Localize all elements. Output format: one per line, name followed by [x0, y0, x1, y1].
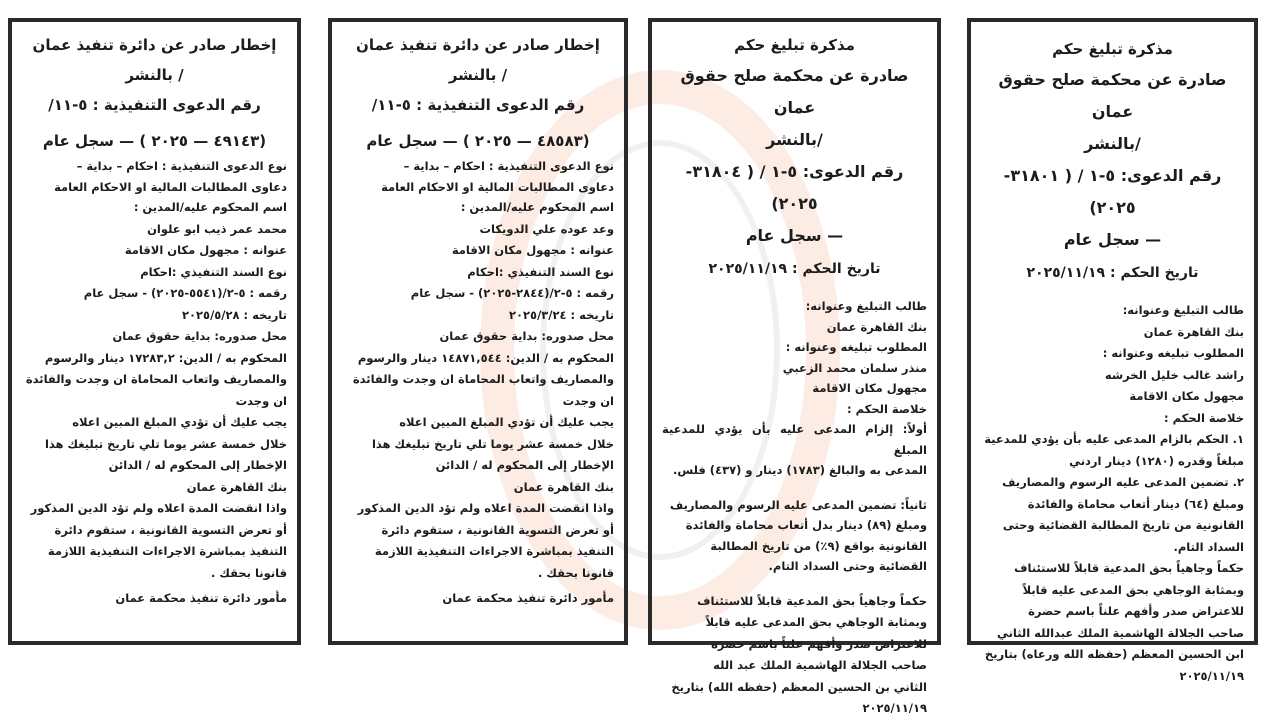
case-number: (٤٩١٤٣ — ٢٠٢٥ ) — سجل عام: [42, 132, 267, 150]
register: — سجل عام: [745, 226, 844, 245]
memo-line: ٢. تضمين المدعى عليه الرسوم والمصاريف: [1002, 475, 1244, 489]
notice-line: عنوانه : مجهول مكان الاقامة: [124, 243, 287, 257]
memo-line: القانونية من تاريخ المطالبة القضائية وحتى: [1002, 518, 1244, 532]
memo-line: وبمثابة الوجاهي بحق المدعى عليه قابلاً: [1022, 582, 1244, 597]
notice-line: عنوانه : مجهول مكان الاقامة: [451, 243, 614, 257]
notice-line: تاريخه : ٢٠٢٥/٣/٢٤: [509, 307, 614, 322]
notice-line: دعاوى المطالبات المالية او الاحكام العامة: [54, 179, 287, 194]
notice-line: دعاوى المطالبات المالية او الاحكام العامة: [381, 179, 614, 194]
memo-line: ابن الحسين المعظم (حفظه الله ورعاه) بتاريخ: [984, 647, 1244, 661]
notice-line: محل صدوره: بداية حقوق عمان: [439, 329, 614, 343]
notice-line: نوع الدعوى التنفيذية : احكام – بداية –: [76, 159, 287, 173]
memo-line: المدعى به والبالغ (١٧٨٣) دينار و (٤٣٧) فلس.: [672, 463, 927, 477]
memo-line: مجهول مكان الاقامة: [1129, 389, 1244, 403]
defendant-name: منذر سلمان محمد الزعبي: [782, 360, 927, 375]
memo-line: للاعتراض صدر وأفهم علناً باسم حضرة: [711, 636, 927, 651]
memo-date: ٢٠٢٥/١١/١٩: [1179, 668, 1244, 683]
judgment-date: تاريخ الحكم : ٢٠٢٥/١١/١٩: [1026, 265, 1199, 281]
case-label: رقم الدعوى التنفيذية : ٥-١١/: [371, 96, 585, 114]
notice-line: الإخطار إلى المحكوم له / الدائن: [435, 458, 614, 472]
judgment-memo-1: [648, 18, 941, 715]
notice-line: التنفيذ بمباشرة الاجراءات التنفيذية اللازمة: [47, 544, 287, 558]
memo-line: مجهول مكان الاقامة: [812, 381, 927, 395]
notice-line: تاريخه : ٢٠٢٥/٥/٢٨: [182, 307, 287, 322]
memo-line: للاعتراض صدر وأفهم علناً باسم حضرة: [1028, 604, 1244, 618]
memo-line: القانونية بواقع (٩٪) من تاريخ المطالبة: [710, 538, 927, 553]
notice-line: ان وجدت: [235, 393, 287, 408]
memo-line: خلاصة الحكم :: [1164, 410, 1244, 425]
notice-title: إخطار صادر عن دائرة تنفيذ عمان: [32, 36, 277, 54]
creditor-name: بنك القاهرة عمان: [1143, 324, 1244, 339]
notice-publish: / بالنشر: [125, 66, 184, 84]
notice-line: قانونا بحقك .: [538, 565, 614, 580]
memo-line: السداد التام.: [1173, 539, 1244, 554]
memo-publish: /بالنشر: [766, 130, 823, 149]
notice-line: رقمه : ٥-٢/(٢٨٤٤-٢٠٢٥) - سجل عام: [410, 286, 614, 300]
memo-line: أولاً: إلزام المدعى عليه بأن يؤدي للمدعية المبلغ: [662, 422, 927, 457]
notice-line: قانونا بحقك .: [211, 565, 287, 580]
defendant-name: راشد غالب خليل الخرشه: [1104, 367, 1244, 382]
memo-line: وبمثابة الوجاهي بحق المدعى عليه قابلاً: [705, 615, 927, 629]
memo-line: طالب التبليغ وعنوانه:: [1122, 303, 1244, 317]
notice-line: محل صدوره: بداية حقوق عمان: [112, 329, 287, 343]
memo-line: مبلغاً وقدره (١٢٨٠) دينار اردني: [1069, 453, 1244, 468]
notice-line: خلال خمسة عشر يوما تلي تاريخ تبليغك هذا: [371, 436, 614, 451]
notice-line: والمصاريف واتعاب المحاماة ان وجدت والفائدة: [352, 372, 614, 386]
notice-line: أو تعرض التسوية القانونية ، ستقوم دائرة: [381, 522, 614, 537]
memo-court: صادرة عن محكمة صلح حقوق عمان: [998, 70, 1227, 121]
creditor-name: بنك القاهرة عمان: [513, 479, 614, 494]
memo-publish: /بالنشر: [1084, 134, 1141, 153]
register: — سجل عام: [1063, 230, 1162, 249]
notice-line: التنفيذ بمباشرة الاجراءات التنفيذية اللازمة: [374, 544, 614, 558]
creditor-name: بنك القاهرة عمان: [186, 479, 287, 494]
notice-line: اسم المحكوم عليه/المدين :: [460, 200, 614, 214]
memo-title: مذكرة تبليغ حكم: [1052, 40, 1173, 58]
execution-notice-1: [8, 18, 301, 645]
notice-line: المحكوم به / الدين: ١٤٨٧١,٥٤٤ دينار والرسوم: [357, 350, 614, 365]
notice-line: واذا انقضت المدة اعلاه ولم تؤد الدين المذكور: [357, 501, 614, 515]
notice-line: ان وجدت: [562, 393, 614, 408]
judgment-date: تاريخ الحكم : ٢٠٢٥/١١/١٩: [708, 261, 881, 277]
memo-line: حكماً وجاهياً بحق المدعية قابلاً للاستئناف: [697, 593, 927, 608]
notice-title: إخطار صادر عن دائرة تنفيذ عمان: [356, 36, 600, 54]
case-number: رقم الدعوى: ٥-١ / ( ٣١٨٠٤- ٢٠٢٥): [685, 162, 904, 213]
notice-line: رقمه : ٥-٢/(٥٥٤١-٢٠٢٥) - سجل عام: [83, 286, 287, 300]
memo-line: ومبلغ (٨٩) دينار بدل أتعاب محاماة والفائدة: [685, 518, 927, 532]
memo-line: القضائية وحتى السداد التام.: [768, 559, 927, 573]
memo-line: طالب التبليغ وعنوانه:: [805, 299, 927, 313]
memo-date: ٢٠٢٥/١١/١٩: [862, 701, 927, 715]
notice-line: أو تعرض التسوية القانونية ، ستقوم دائرة: [54, 522, 287, 537]
notice-publish: / بالنشر: [448, 66, 508, 84]
judgment-memo-2: [967, 18, 1258, 683]
memo-line: ثانياً: تضمين المدعى عليه الرسوم والمصاريف: [669, 497, 927, 512]
memo-line: ومبلغ (٦٤) دينار أتعاب محاماة والفائدة: [1027, 496, 1244, 511]
memo-line: صاحب الجلالة الهاشمية الملك عبدالله الثاني: [996, 625, 1244, 640]
memo-line: المطلوب تبليغه وعنوانه :: [785, 340, 927, 354]
notice-line: والمصاريف واتعاب المحاماة ان وجدت والفائدة: [25, 372, 287, 386]
notice-line: المحكوم به / الدين: ١٧٢٨٣,٢ دينار والرسوم: [44, 350, 287, 365]
notice-line: نوع السند التنفيذي :احكام: [467, 264, 614, 279]
debtor-name: وعد عوده علي الدويكات: [479, 221, 614, 236]
creditor-name: بنك القاهرة عمان: [826, 319, 927, 334]
memo-line: حكماً وجاهياً بحق المدعية قابلاً للاستئناف: [1014, 561, 1244, 575]
memo-title: مذكرة تبليغ حكم: [734, 36, 855, 54]
notice-line: واذا انقضت المدة اعلاه ولم تؤد الدين المذكور: [30, 501, 287, 515]
notice-line: الإخطار إلى المحكوم له / الدائن: [108, 458, 287, 472]
notice-line: نوع السند التنفيذي :احكام: [140, 264, 287, 279]
notice-signature: مأمور دائرة تنفيذ محكمة عمان: [115, 591, 287, 605]
notice-line: نوع الدعوى التنفيذية : احكام – بداية –: [403, 159, 614, 173]
memo-line: الثاني بن الحسين المعظم (حفظه الله) بتاريخ: [671, 679, 927, 694]
case-number: رقم الدعوى: ٥-١ / ( ٣١٨٠١- ٢٠٢٥): [1003, 166, 1222, 217]
case-label: رقم الدعوى التنفيذية : ٥-١١/: [48, 96, 261, 114]
notice-signature: مأمور دائرة تنفيذ محكمة عمان: [442, 591, 614, 605]
debtor-name: محمد عمر ذيب ابو علوان: [147, 221, 287, 236]
notice-line: اسم المحكوم عليه/المدين :: [133, 200, 287, 214]
memo-line: المطلوب تبليغه وعنوانه :: [1102, 346, 1244, 360]
memo-line: خلاصة الحكم :: [847, 401, 927, 416]
execution-notice-2: [328, 18, 628, 645]
memo-line: ١. الحكم بالزام المدعى عليه بأن يؤدي للمدعية: [984, 432, 1244, 446]
case-number: (٤٨٥٨٣ — ٢٠٢٥ ) — سجل عام: [366, 132, 590, 150]
notice-line: يجب عليك أن تؤدي المبلغ المبين اعلاه: [72, 415, 287, 429]
notice-line: خلال خمسة عشر يوما تلي تاريخ تبليغك هذا: [44, 436, 287, 451]
memo-line: صاحب الجلالة الهاشمية الملك عبد الله: [713, 658, 927, 672]
memo-court: صادرة عن محكمة صلح حقوق عمان: [680, 66, 909, 117]
notice-line: يجب عليك أن تؤدي المبلغ المبين اعلاه: [399, 415, 614, 429]
